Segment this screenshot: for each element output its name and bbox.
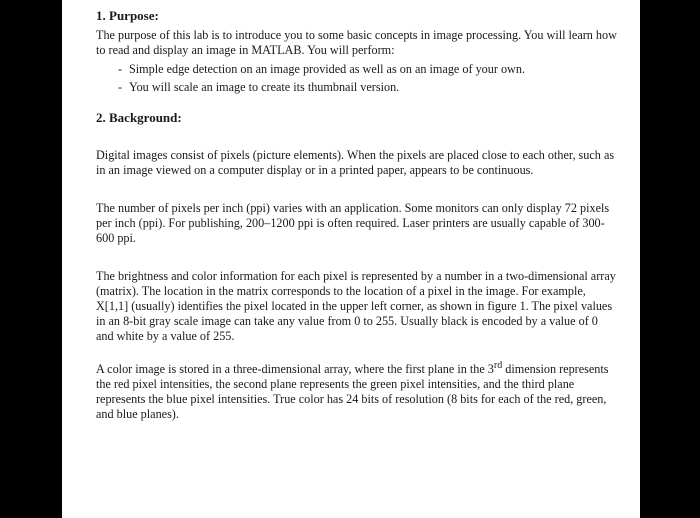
document-content bbox=[96, 8, 618, 422]
paragraph-4-start: A color image is stored in a three-dimensional array, where the first plane in the 3 bbox=[96, 362, 494, 376]
paragraph-4-end: dimension represents the red pixel intensities, the second plane represents the green pixel intensities, and the third plane represents the blue pixel intensities. True color has 24 bits of resolution (8 bits for each of the red, green, and blue planes). bbox=[96, 362, 609, 421]
background-paragraph-4 bbox=[96, 362, 618, 422]
purpose-bullet-list bbox=[96, 60, 618, 96]
document-page bbox=[62, 0, 640, 518]
purpose-bullet: - Simple edge detection on an image provided as well as on an image of your own. bbox=[118, 60, 618, 78]
background-paragraph-2: The number of pixels per inch (ppi) varies with an application. Some monitors can only display 72 pixels per inch (ppi). For publishing, 200–1200 ppi is often required. Laser printers are usually capable of 300- 600 ppi. bbox=[96, 201, 610, 245]
purpose-intro: The purpose of this lab is to introduce you to some basic concepts in image processing. You will learn how to read and display an image in MATLAB. You will perform: bbox=[96, 28, 617, 57]
section-heading-purpose: 1. Purpose: bbox=[96, 8, 159, 23]
background-paragraph-3: The brightness and color information for each pixel is represented by a number in a two-dimensional array (matrix). The location in the matrix corresponds to the location of a pixel in the image. For example, X[1,1] (usually) identifies the pixel located in the upper left corner, as shown in figure 1. The pixel values in an 8-bit gray scale image can take any value from 0 to 255. Usually black is encoded by a value of 0 and white by a value of 255. bbox=[96, 269, 616, 343]
superscript-rd: rd bbox=[493, 360, 503, 371]
purpose-bullet: - You will scale an image to create its thumbnail version. bbox=[118, 78, 618, 96]
section-heading-background: 2. Background: bbox=[96, 110, 182, 125]
background-paragraph-1: Digital images consist of pixels (picture elements). When the pixels are placed close to each other, such as in an image viewed on a computer display or in a printed paper, appears to be continuous. bbox=[96, 148, 615, 177]
